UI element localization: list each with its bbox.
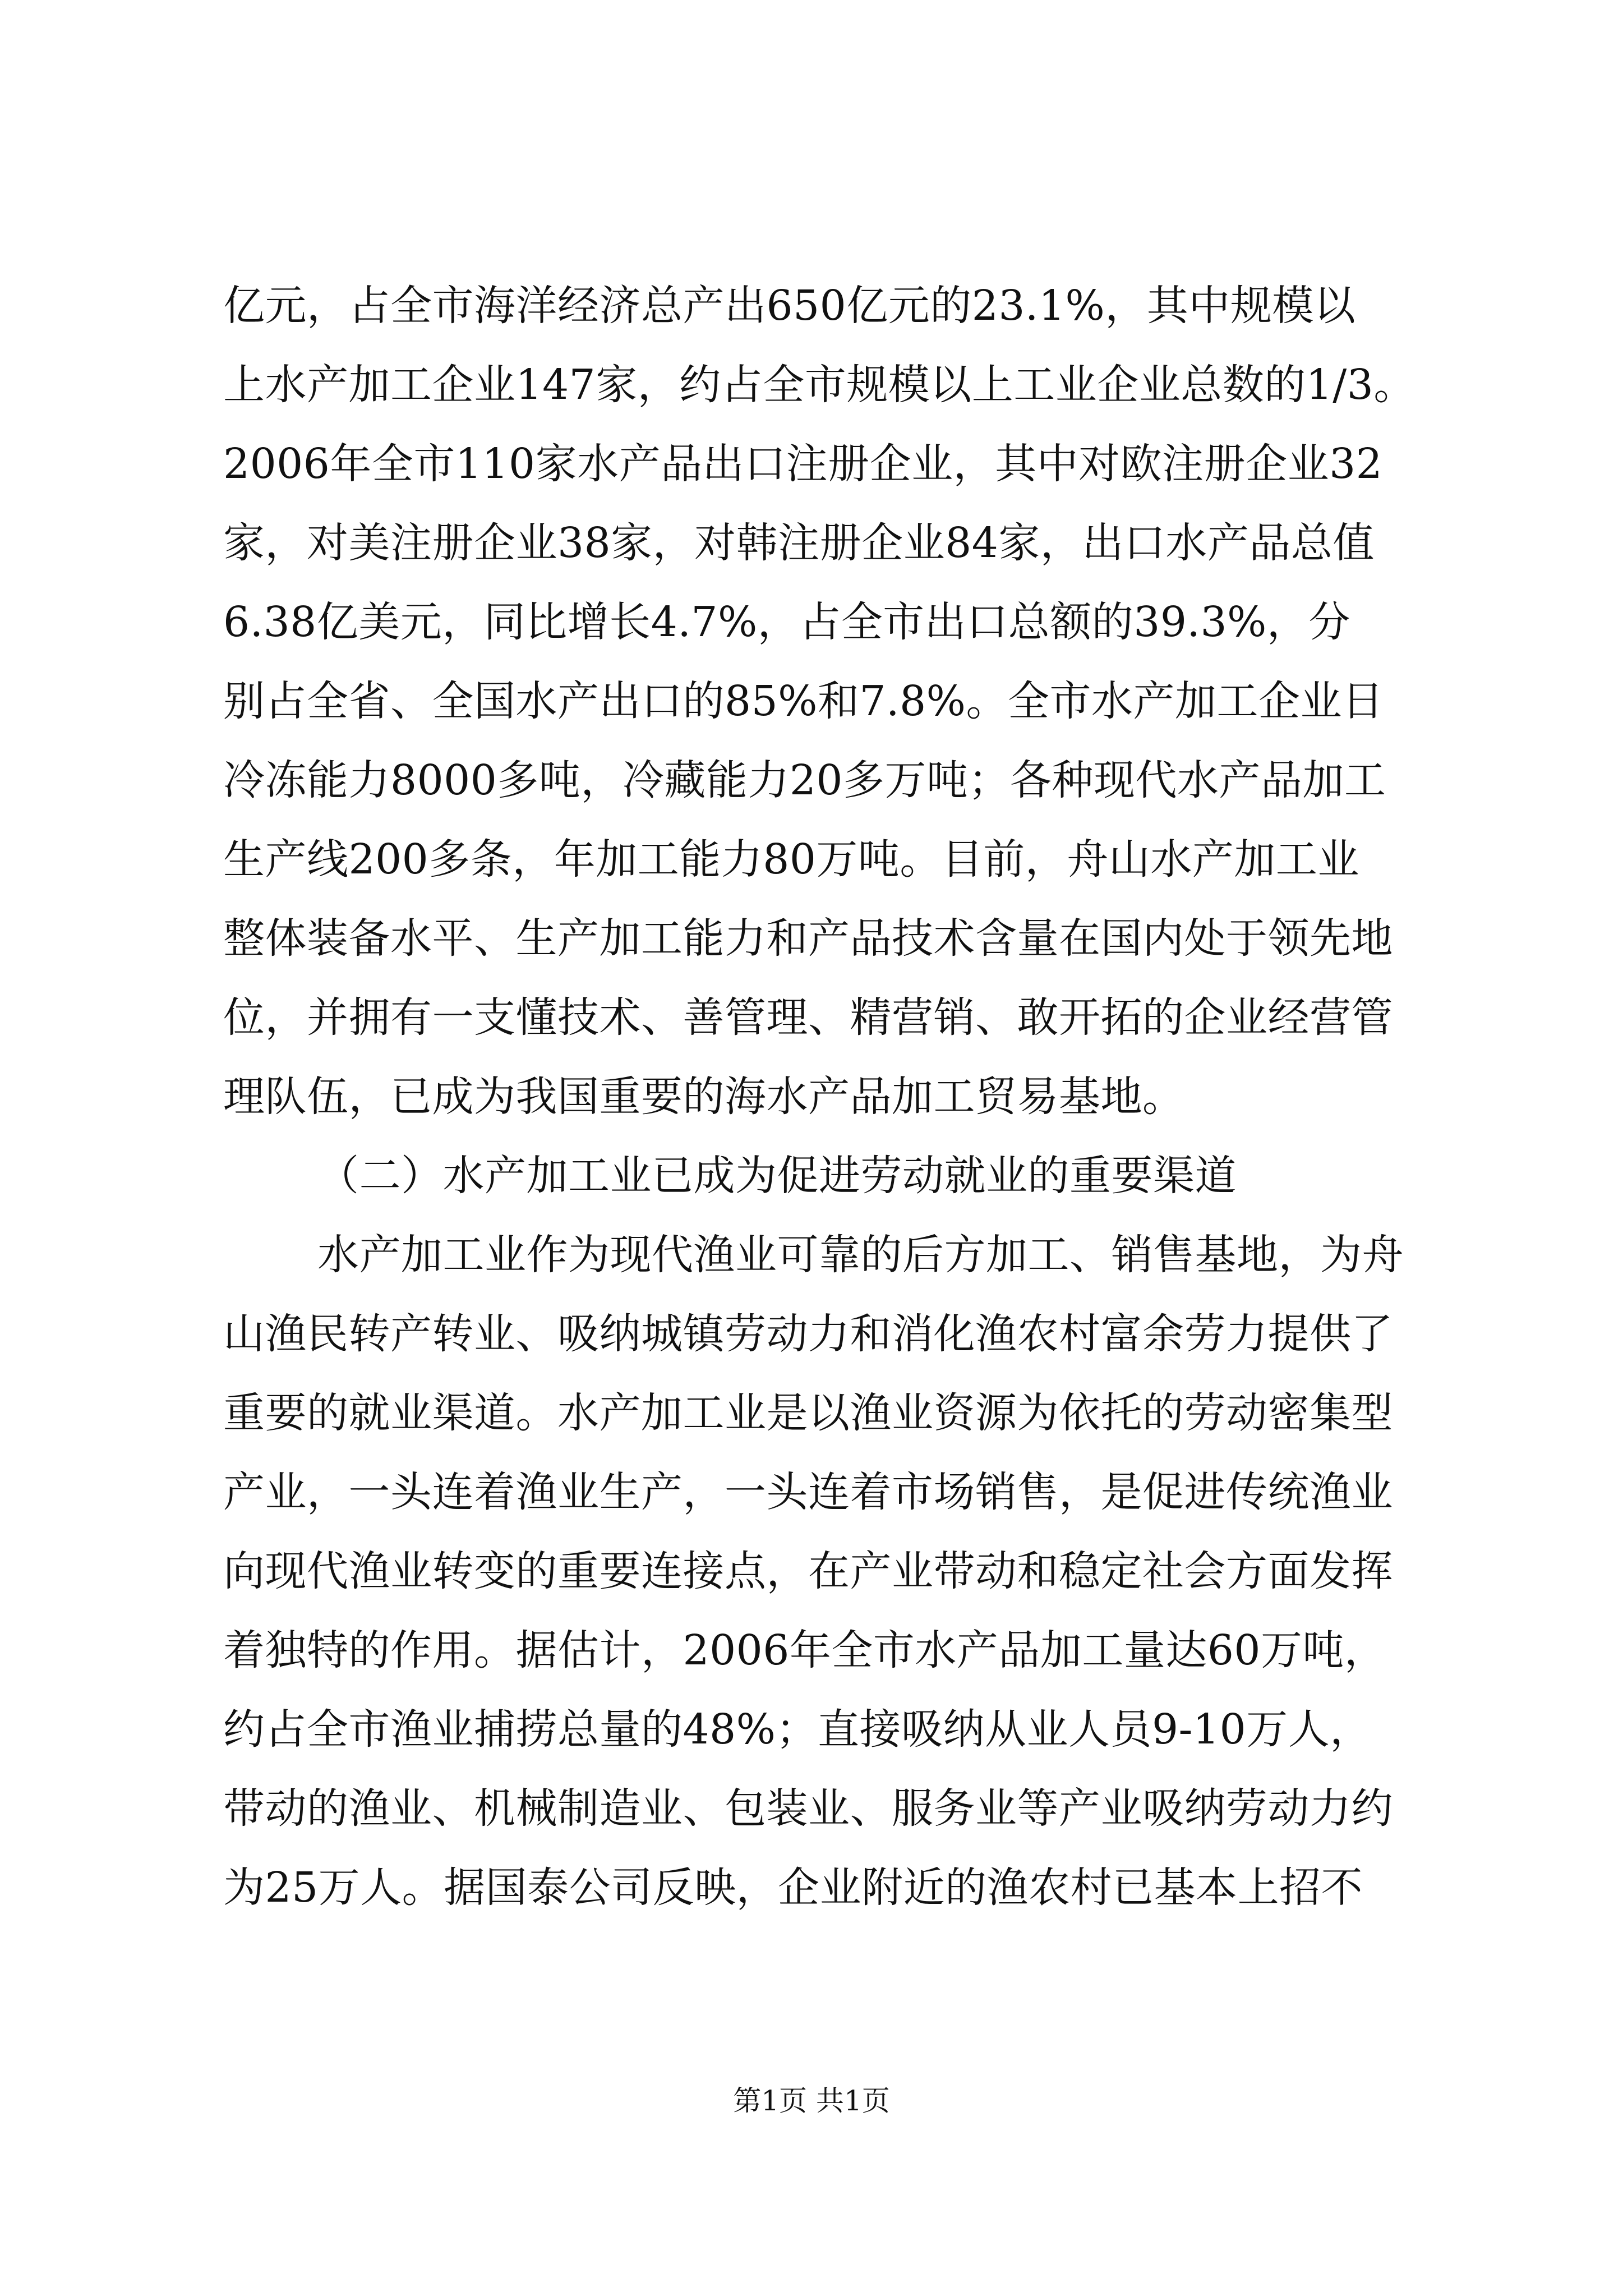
section-heading: （二）水产加工业已成为促进劳动就业的重要渠道 [317, 1152, 1237, 1200]
text-line: 家，对美注册企业38家，对韩注册企业84家，出口水产品总值 [223, 519, 1375, 567]
page-footer: 第1页 共1页 [733, 2085, 890, 2117]
text-line: 带动的渔业、机械制造业、包装业、服务业等产业吸纳劳动力约 [223, 1784, 1393, 1833]
text-line: 亿元，占全市海洋经济总产出650亿元的23.1%，其中规模以 [223, 282, 1356, 330]
text-line: 位，并拥有一支懂技术、善管理、精营销、敢开拓的企业经营管 [223, 993, 1393, 1042]
text-line: 产业，一头连着渔业生产，一头连着市场销售，是促进传统渔业 [223, 1468, 1393, 1516]
text-line: 6.38亿美元，同比增长4.7%，占全市出口总额的39.3%，分 [223, 598, 1350, 646]
text-line: 上水产加工企业147家，约占全市规模以上工业企业总数的1/3。 [223, 361, 1415, 409]
paragraph-first-line: 水产加工业作为现代渔业可靠的后方加工、销售基地，为舟 [317, 1231, 1404, 1279]
text-line: 理队伍，已成为我国重要的海水产品加工贸易基地。 [223, 1073, 1184, 1121]
text-line: 向现代渔业转变的重要连接点，在产业带动和稳定社会方面发挥 [223, 1547, 1393, 1595]
document-body [223, 266, 1418, 1927]
text-line: 2006年全市110家水产品出口注册企业，其中对欧注册企业32 [223, 440, 1383, 488]
text-line: 山渔民转产转业、吸纳城镇劳动力和消化渔农村富余劳力提供了 [223, 1310, 1393, 1358]
text-line: 着独特的作用。据估计，2006年全市水产品加工量达60万吨， [223, 1626, 1386, 1674]
text-line: 为25万人。据国泰公司反映，企业附近的渔农村已基本上招不 [223, 1864, 1363, 1912]
text-line: 别占全省、全国水产出口的85%和7.8%。全市水产加工企业日 [223, 677, 1384, 725]
text-line: 生产线200多条，年加工能力80万吨。目前，舟山水产加工业 [223, 835, 1359, 884]
text-line: 重要的就业渠道。水产加工业是以渔业资源为依托的劳动密集型 [223, 1389, 1393, 1437]
text-line: 约占全市渔业捕捞总量的48%；直接吸纳从业人员9-10万人， [223, 1705, 1372, 1754]
text-line: 整体装备水平、生产加工能力和产品技术含量在国内处于领先地 [223, 914, 1393, 963]
text-line: 冷冻能力8000多吨，冷藏能力20多万吨；各种现代水产品加工 [223, 756, 1386, 804]
